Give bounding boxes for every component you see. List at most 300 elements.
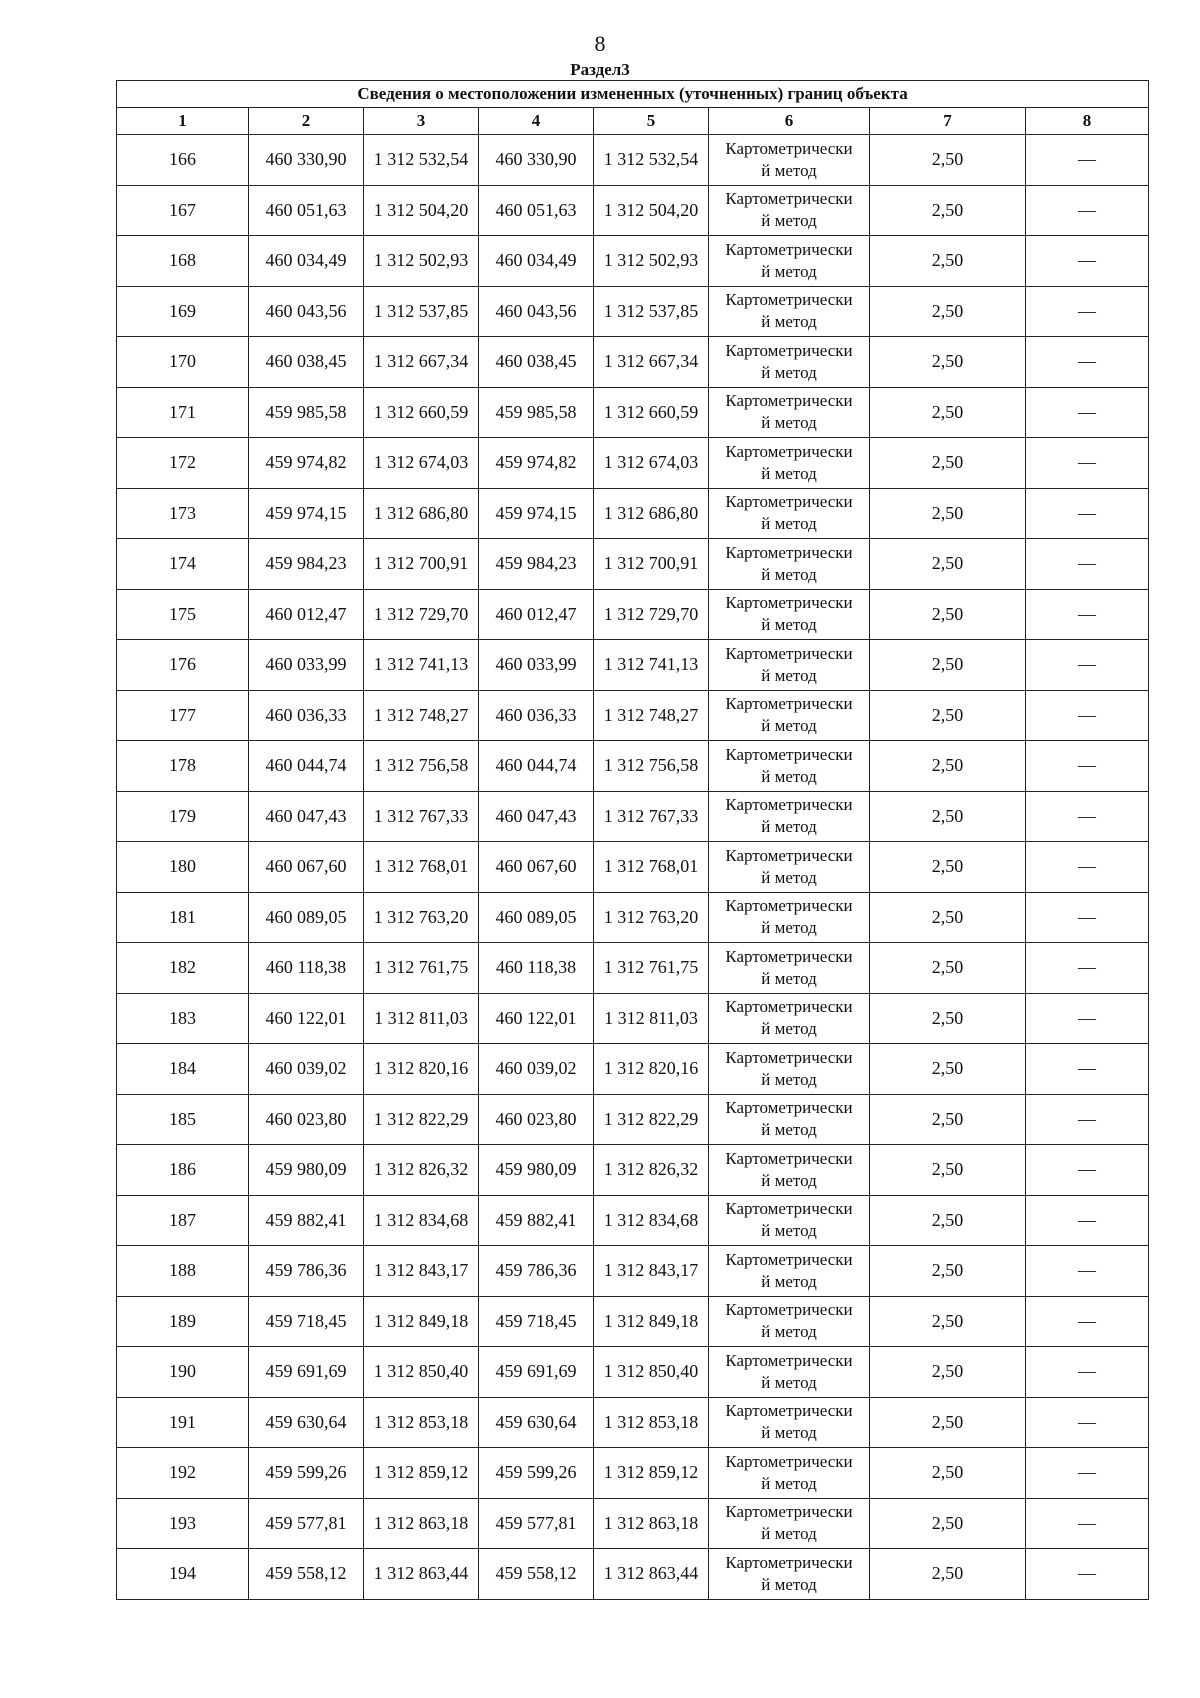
method-cell [709, 539, 870, 590]
column-header: 2 [249, 108, 364, 135]
x-new-cell: 460 051,63 [479, 185, 594, 236]
column-header: 1 [117, 108, 249, 135]
description-cell: — [1026, 690, 1149, 741]
y-existing-cell: 1 312 863,44 [364, 1549, 479, 1600]
accuracy-cell: 2,50 [870, 1347, 1026, 1398]
description-cell: — [1026, 1347, 1149, 1398]
x-existing-cell: 459 984,23 [249, 539, 364, 590]
table-row [117, 539, 1149, 590]
point-number-cell: 191 [117, 1397, 249, 1448]
x-existing-cell: 459 558,12 [249, 1549, 364, 1600]
x-existing-cell: 460 034,49 [249, 236, 364, 287]
method-text-line-2: й метод [761, 312, 817, 332]
point-number-cell: 186 [117, 1145, 249, 1196]
y-existing-cell: 1 312 700,91 [364, 539, 479, 590]
method-text-line-2: й метод [761, 1221, 817, 1241]
method-cell [709, 185, 870, 236]
y-existing-cell: 1 312 834,68 [364, 1195, 479, 1246]
table-row [117, 286, 1149, 337]
description-cell: — [1026, 892, 1149, 943]
x-new-cell: 459 599,26 [479, 1448, 594, 1499]
y-existing-cell: 1 312 859,12 [364, 1448, 479, 1499]
method-text-line-1: Картометрически [725, 1249, 853, 1269]
accuracy-cell: 2,50 [870, 640, 1026, 691]
method-cell [709, 1397, 870, 1448]
method-cell [709, 135, 870, 186]
table-row [117, 1549, 1149, 1600]
accuracy-cell: 2,50 [870, 1246, 1026, 1297]
method-text-line-2: й метод [761, 1069, 817, 1089]
point-number-cell: 175 [117, 589, 249, 640]
column-header: 7 [870, 108, 1026, 135]
description-cell: — [1026, 589, 1149, 640]
x-new-cell: 460 036,33 [479, 690, 594, 741]
table-row [117, 892, 1149, 943]
method-text-line-2: й метод [761, 716, 817, 736]
method-cell [709, 236, 870, 287]
y-existing-cell: 1 312 767,33 [364, 791, 479, 842]
description-cell: — [1026, 1246, 1149, 1297]
description-cell: — [1026, 791, 1149, 842]
method-text-line-1: Картометрически [725, 1350, 853, 1370]
method-cell [709, 1498, 870, 1549]
accuracy-cell: 2,50 [870, 1549, 1026, 1600]
description-cell: — [1026, 488, 1149, 539]
method-text-line-1: Картометрически [725, 138, 853, 158]
method-text-line-2: й метод [761, 564, 817, 584]
accuracy-cell: 2,50 [870, 589, 1026, 640]
y-existing-cell: 1 312 811,03 [364, 993, 479, 1044]
point-number-cell: 170 [117, 337, 249, 388]
description-cell: — [1026, 286, 1149, 337]
y-new-cell: 1 312 826,32 [594, 1145, 709, 1196]
point-number-cell: 168 [117, 236, 249, 287]
x-new-cell: 459 558,12 [479, 1549, 594, 1600]
method-text-line-2: й метод [761, 766, 817, 786]
y-new-cell: 1 312 763,20 [594, 892, 709, 943]
description-cell: — [1026, 1195, 1149, 1246]
method-text-line-1: Картометрически [725, 290, 853, 310]
point-number-cell: 183 [117, 993, 249, 1044]
column-header: 4 [479, 108, 594, 135]
x-existing-cell: 460 038,45 [249, 337, 364, 388]
method-cell [709, 1195, 870, 1246]
boundary-coordinates-table [116, 80, 1149, 1600]
y-new-cell: 1 312 741,13 [594, 640, 709, 691]
description-cell: — [1026, 1296, 1149, 1347]
method-cell [709, 791, 870, 842]
accuracy-cell: 2,50 [870, 135, 1026, 186]
description-cell: — [1026, 1448, 1149, 1499]
y-existing-cell: 1 312 502,93 [364, 236, 479, 287]
y-new-cell: 1 312 859,12 [594, 1448, 709, 1499]
method-text-line-1: Картометрически [725, 1552, 853, 1572]
description-cell: — [1026, 1498, 1149, 1549]
method-text-line-1: Картометрически [725, 946, 853, 966]
x-existing-cell: 459 718,45 [249, 1296, 364, 1347]
y-new-cell: 1 312 820,16 [594, 1044, 709, 1095]
point-number-cell: 193 [117, 1498, 249, 1549]
y-existing-cell: 1 312 532,54 [364, 135, 479, 186]
description-cell: — [1026, 135, 1149, 186]
x-existing-cell: 460 033,99 [249, 640, 364, 691]
x-existing-cell: 460 012,47 [249, 589, 364, 640]
x-new-cell: 459 691,69 [479, 1347, 594, 1398]
x-existing-cell: 460 118,38 [249, 943, 364, 994]
point-number-cell: 173 [117, 488, 249, 539]
y-existing-cell: 1 312 537,85 [364, 286, 479, 337]
method-text-line-1: Картометрически [725, 1148, 853, 1168]
y-new-cell: 1 312 863,18 [594, 1498, 709, 1549]
page-number: 8 [594, 31, 606, 56]
x-existing-cell: 459 882,41 [249, 1195, 364, 1246]
y-existing-cell: 1 312 504,20 [364, 185, 479, 236]
method-text-line-1: Картометрически [725, 795, 853, 815]
method-text-line-2: й метод [761, 1019, 817, 1039]
y-new-cell: 1 312 768,01 [594, 842, 709, 893]
table-row [117, 438, 1149, 489]
method-text-line-2: й метод [761, 160, 817, 180]
point-number-cell: 172 [117, 438, 249, 489]
method-text-line-1: Картометрически [725, 1401, 853, 1421]
method-cell [709, 488, 870, 539]
accuracy-cell: 2,50 [870, 185, 1026, 236]
method-text-line-1: Картометрически [725, 1502, 853, 1522]
point-number-cell: 185 [117, 1094, 249, 1145]
x-new-cell: 460 012,47 [479, 589, 594, 640]
method-cell [709, 892, 870, 943]
y-new-cell: 1 312 863,44 [594, 1549, 709, 1600]
accuracy-cell: 2,50 [870, 1094, 1026, 1145]
x-new-cell: 459 980,09 [479, 1145, 594, 1196]
column-header: 6 [709, 108, 870, 135]
y-existing-cell: 1 312 729,70 [364, 589, 479, 640]
x-existing-cell: 460 051,63 [249, 185, 364, 236]
accuracy-cell: 2,50 [870, 236, 1026, 287]
table-row [117, 236, 1149, 287]
table-row [117, 943, 1149, 994]
method-text-line-1: Картометрически [725, 896, 853, 916]
x-new-cell: 459 577,81 [479, 1498, 594, 1549]
table-row [117, 135, 1149, 186]
x-new-cell: 460 047,43 [479, 791, 594, 842]
accuracy-cell: 2,50 [870, 993, 1026, 1044]
y-new-cell: 1 312 761,75 [594, 943, 709, 994]
x-existing-cell: 459 691,69 [249, 1347, 364, 1398]
method-text-line-1: Картометрически [725, 643, 853, 663]
description-cell: — [1026, 1094, 1149, 1145]
x-new-cell: 459 974,82 [479, 438, 594, 489]
method-text-line-2: й метод [761, 1473, 817, 1493]
table-row [117, 741, 1149, 792]
method-text-line-2: й метод [761, 1423, 817, 1443]
y-new-cell: 1 312 834,68 [594, 1195, 709, 1246]
section-title: Раздел3 [570, 60, 630, 79]
method-cell [709, 337, 870, 388]
accuracy-cell: 2,50 [870, 488, 1026, 539]
description-cell: — [1026, 1397, 1149, 1448]
method-text-line-2: й метод [761, 1120, 817, 1140]
method-text-line-1: Картометрически [725, 1300, 853, 1320]
accuracy-cell: 2,50 [870, 539, 1026, 590]
description-cell: — [1026, 1044, 1149, 1095]
y-existing-cell: 1 312 822,29 [364, 1094, 479, 1145]
method-cell [709, 1094, 870, 1145]
x-existing-cell: 460 044,74 [249, 741, 364, 792]
method-text-line-2: й метод [761, 261, 817, 281]
y-existing-cell: 1 312 843,17 [364, 1246, 479, 1297]
y-new-cell: 1 312 748,27 [594, 690, 709, 741]
accuracy-cell: 2,50 [870, 842, 1026, 893]
table-row [117, 1094, 1149, 1145]
x-existing-cell: 459 985,58 [249, 387, 364, 438]
method-text-line-1: Картометрически [725, 391, 853, 411]
method-text-line-1: Картометрически [725, 744, 853, 764]
method-text-line-1: Картометрически [725, 1098, 853, 1118]
table-row [117, 1246, 1149, 1297]
x-new-cell: 460 089,05 [479, 892, 594, 943]
method-cell [709, 690, 870, 741]
y-existing-cell: 1 312 850,40 [364, 1347, 479, 1398]
method-text-line-1: Картометрически [725, 542, 853, 562]
table-caption: Сведения о местоположении измененных (уточненных) границ объекта [117, 81, 1149, 108]
method-text-line-1: Картометрически [725, 492, 853, 512]
x-new-cell: 459 786,36 [479, 1246, 594, 1297]
table-row [117, 993, 1149, 1044]
x-new-cell: 460 043,56 [479, 286, 594, 337]
method-cell [709, 589, 870, 640]
accuracy-cell: 2,50 [870, 943, 1026, 994]
y-new-cell: 1 312 849,18 [594, 1296, 709, 1347]
y-new-cell: 1 312 756,58 [594, 741, 709, 792]
method-cell [709, 387, 870, 438]
table-row [117, 1296, 1149, 1347]
x-existing-cell: 459 974,82 [249, 438, 364, 489]
method-cell [709, 741, 870, 792]
y-new-cell: 1 312 660,59 [594, 387, 709, 438]
accuracy-cell: 2,50 [870, 1296, 1026, 1347]
table-row [117, 337, 1149, 388]
y-existing-cell: 1 312 826,32 [364, 1145, 479, 1196]
y-new-cell: 1 312 843,17 [594, 1246, 709, 1297]
table-row [117, 1195, 1149, 1246]
point-number-cell: 184 [117, 1044, 249, 1095]
method-text-line-1: Картометрически [725, 1451, 853, 1471]
y-existing-cell: 1 312 741,13 [364, 640, 479, 691]
x-existing-cell: 460 067,60 [249, 842, 364, 893]
point-number-cell: 169 [117, 286, 249, 337]
method-text-line-2: й метод [761, 615, 817, 635]
point-number-cell: 194 [117, 1549, 249, 1600]
x-existing-cell: 460 330,90 [249, 135, 364, 186]
table-row [117, 640, 1149, 691]
y-existing-cell: 1 312 667,34 [364, 337, 479, 388]
method-text-line-2: й метод [761, 413, 817, 433]
accuracy-cell: 2,50 [870, 1498, 1026, 1549]
method-text-line-2: й метод [761, 1574, 817, 1594]
y-existing-cell: 1 312 820,16 [364, 1044, 479, 1095]
point-number-cell: 166 [117, 135, 249, 186]
accuracy-cell: 2,50 [870, 1195, 1026, 1246]
method-text-line-1: Картометрически [725, 189, 853, 209]
method-text-line-2: й метод [761, 918, 817, 938]
point-number-cell: 182 [117, 943, 249, 994]
method-text-line-2: й метод [761, 514, 817, 534]
y-new-cell: 1 312 674,03 [594, 438, 709, 489]
x-new-cell: 460 034,49 [479, 236, 594, 287]
y-existing-cell: 1 312 756,58 [364, 741, 479, 792]
method-cell [709, 1347, 870, 1398]
description-cell: — [1026, 438, 1149, 489]
x-new-cell: 459 718,45 [479, 1296, 594, 1347]
table-row [117, 1347, 1149, 1398]
accuracy-cell: 2,50 [870, 791, 1026, 842]
description-cell: — [1026, 993, 1149, 1044]
table-row [117, 387, 1149, 438]
method-cell [709, 286, 870, 337]
method-cell [709, 1044, 870, 1095]
method-cell [709, 1296, 870, 1347]
x-new-cell: 460 067,60 [479, 842, 594, 893]
y-existing-cell: 1 312 748,27 [364, 690, 479, 741]
x-existing-cell: 459 980,09 [249, 1145, 364, 1196]
y-new-cell: 1 312 811,03 [594, 993, 709, 1044]
table-body [117, 135, 1149, 1600]
table-row [117, 1145, 1149, 1196]
table-row [117, 1397, 1149, 1448]
x-existing-cell: 459 577,81 [249, 1498, 364, 1549]
table-row [117, 690, 1149, 741]
table-row [117, 185, 1149, 236]
method-text-line-1: Картометрически [725, 593, 853, 613]
y-existing-cell: 1 312 768,01 [364, 842, 479, 893]
method-text-line-2: й метод [761, 1372, 817, 1392]
y-new-cell: 1 312 537,85 [594, 286, 709, 337]
method-text-line-2: й метод [761, 665, 817, 685]
method-text-line-1: Картометрически [725, 239, 853, 259]
x-new-cell: 459 974,15 [479, 488, 594, 539]
column-header: 5 [594, 108, 709, 135]
y-existing-cell: 1 312 849,18 [364, 1296, 479, 1347]
x-new-cell: 460 039,02 [479, 1044, 594, 1095]
column-header: 3 [364, 108, 479, 135]
point-number-cell: 190 [117, 1347, 249, 1398]
y-existing-cell: 1 312 761,75 [364, 943, 479, 994]
accuracy-cell: 2,50 [870, 1448, 1026, 1499]
description-cell: — [1026, 236, 1149, 287]
x-existing-cell: 460 039,02 [249, 1044, 364, 1095]
method-text-line-2: й метод [761, 1271, 817, 1291]
method-text-line-2: й метод [761, 211, 817, 231]
y-existing-cell: 1 312 763,20 [364, 892, 479, 943]
description-cell: — [1026, 943, 1149, 994]
x-existing-cell: 460 023,80 [249, 1094, 364, 1145]
description-cell: — [1026, 539, 1149, 590]
x-existing-cell: 459 599,26 [249, 1448, 364, 1499]
method-text-line-2: й метод [761, 463, 817, 483]
y-existing-cell: 1 312 853,18 [364, 1397, 479, 1448]
method-text-line-2: й метод [761, 1524, 817, 1544]
description-cell: — [1026, 185, 1149, 236]
description-cell: — [1026, 640, 1149, 691]
description-cell: — [1026, 387, 1149, 438]
description-cell: — [1026, 337, 1149, 388]
x-existing-cell: 460 043,56 [249, 286, 364, 337]
point-number-cell: 181 [117, 892, 249, 943]
table-row [117, 791, 1149, 842]
x-existing-cell: 460 089,05 [249, 892, 364, 943]
x-existing-cell: 460 036,33 [249, 690, 364, 741]
point-number-cell: 177 [117, 690, 249, 741]
accuracy-cell: 2,50 [870, 1044, 1026, 1095]
accuracy-cell: 2,50 [870, 387, 1026, 438]
table-row [117, 1448, 1149, 1499]
point-number-cell: 180 [117, 842, 249, 893]
description-cell: — [1026, 1145, 1149, 1196]
method-cell [709, 842, 870, 893]
x-new-cell: 460 330,90 [479, 135, 594, 186]
y-new-cell: 1 312 667,34 [594, 337, 709, 388]
method-text-line-2: й метод [761, 968, 817, 988]
x-new-cell: 460 044,74 [479, 741, 594, 792]
method-cell [709, 943, 870, 994]
x-new-cell: 459 985,58 [479, 387, 594, 438]
x-new-cell: 460 023,80 [479, 1094, 594, 1145]
point-number-cell: 174 [117, 539, 249, 590]
x-new-cell: 460 122,01 [479, 993, 594, 1044]
point-number-cell: 179 [117, 791, 249, 842]
x-existing-cell: 459 630,64 [249, 1397, 364, 1448]
method-text-line-1: Картометрически [725, 845, 853, 865]
x-new-cell: 460 033,99 [479, 640, 594, 691]
y-new-cell: 1 312 504,20 [594, 185, 709, 236]
y-existing-cell: 1 312 686,80 [364, 488, 479, 539]
accuracy-cell: 2,50 [870, 892, 1026, 943]
y-existing-cell: 1 312 660,59 [364, 387, 479, 438]
point-number-cell: 178 [117, 741, 249, 792]
method-cell [709, 1145, 870, 1196]
accuracy-cell: 2,50 [870, 1145, 1026, 1196]
method-text-line-2: й метод [761, 362, 817, 382]
method-cell [709, 640, 870, 691]
method-cell [709, 993, 870, 1044]
accuracy-cell: 2,50 [870, 337, 1026, 388]
x-existing-cell: 460 047,43 [249, 791, 364, 842]
point-number-cell: 171 [117, 387, 249, 438]
point-number-cell: 187 [117, 1195, 249, 1246]
table-row [117, 842, 1149, 893]
column-header: 8 [1026, 108, 1149, 135]
point-number-cell: 189 [117, 1296, 249, 1347]
table-row [117, 1044, 1149, 1095]
method-text-line-2: й метод [761, 867, 817, 887]
point-number-cell: 176 [117, 640, 249, 691]
method-cell [709, 438, 870, 489]
method-text-line-1: Картометрически [725, 441, 853, 461]
x-new-cell: 460 038,45 [479, 337, 594, 388]
accuracy-cell: 2,50 [870, 690, 1026, 741]
y-new-cell: 1 312 686,80 [594, 488, 709, 539]
accuracy-cell: 2,50 [870, 438, 1026, 489]
x-new-cell: 460 118,38 [479, 943, 594, 994]
method-text-line-2: й метод [761, 1322, 817, 1342]
table-row [117, 488, 1149, 539]
y-new-cell: 1 312 767,33 [594, 791, 709, 842]
y-new-cell: 1 312 822,29 [594, 1094, 709, 1145]
x-new-cell: 459 882,41 [479, 1195, 594, 1246]
y-new-cell: 1 312 532,54 [594, 135, 709, 186]
accuracy-cell: 2,50 [870, 1397, 1026, 1448]
